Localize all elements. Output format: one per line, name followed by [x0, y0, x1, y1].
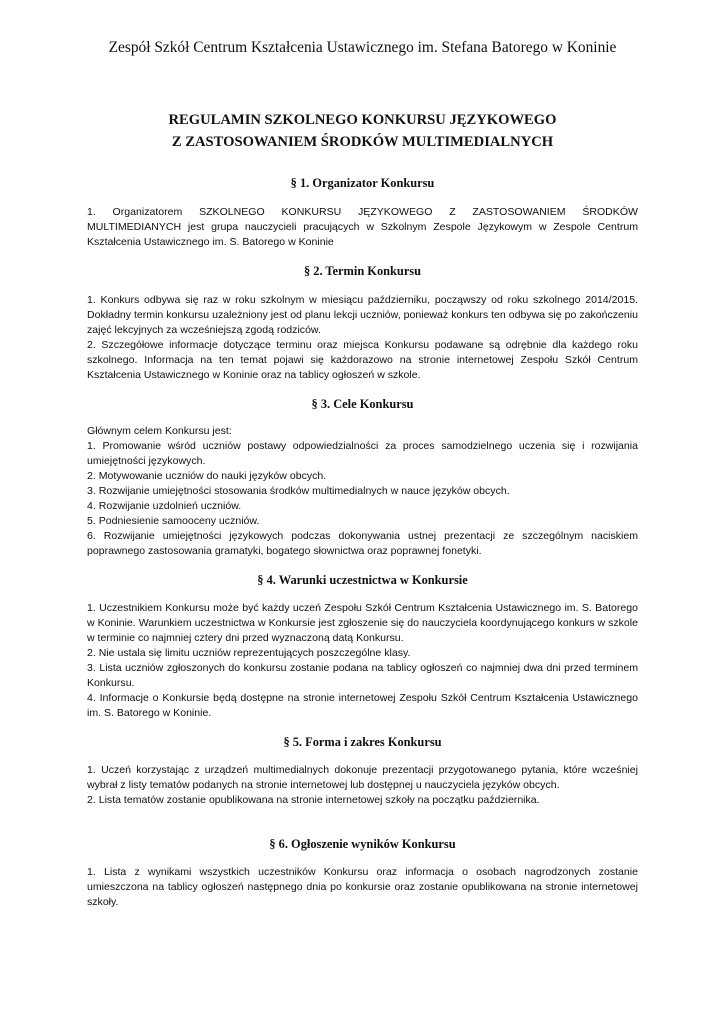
paragraph: 3. Lista uczniów zgłoszonych do konkursu zostanie podana na tablicy ogłoszeń co najmniej dwa dni przed terminem Konkursu. — [87, 662, 638, 689]
document-title-line-1: REGULAMIN SZKOLNEGO KONKURSU JĘZYKOWEGO — [168, 112, 557, 128]
paragraph: 1. Konkurs odbywa się raz w roku szkolnym w miesiącu październiku, począwszy od roku szkolnego 2014/2015. Dokładny termin konkursu uzależniony jest od planu lekcji uczniów, ponieważ konkurs ten odbywa się po zakończeniu zajęć lekcyjnych za wcześniejszą zgodą rodziców. — [87, 294, 638, 336]
paragraph: 2. Szczegółowe informacje dotyczące terminu oraz miejsca Konkursu podawane są odrębnie dla każdego roku szkolnego. Informacja na ten temat pojawi się każdorazowo na stronie internetowej Zespołu Szkół Centrum Kształcenia Ustawicznego w Koninie oraz na tablicy ogłoszeń w szkole. — [87, 339, 638, 381]
paragraph: 4. Rozwijanie uzdolnień uczniów. — [87, 500, 242, 512]
paragraph: 6. Rozwijanie umiejętności językowych podczas dokonywania ustnej prezentacji ze szczególnym naciskiem poprawnego zastosowania gramatyki, bogatego słownictwa oraz poprawnej fonetyki. — [87, 530, 638, 557]
document-title — [0, 109, 725, 153]
section-heading: § 4. Warunki uczestnictwa w Konkursie — [257, 573, 468, 587]
paragraph: 1. Lista z wynikami wszystkich uczestników Konkursu oraz informacja o osobach nagrodzonych zostanie umieszczona na tablicy ogłoszeń następnego dnia po konkursie oraz zostanie opublikowana na stronie internetowej szkoły. — [87, 866, 638, 908]
paragraph: 2. Lista tematów zostanie opublikowana na stronie internetowej szkoły na początku października. — [87, 794, 540, 806]
section-heading: § 6. Ogłoszenie wyników Konkursu — [269, 837, 456, 851]
paragraph: 1. Uczestnikiem Konkursu może być każdy uczeń Zespołu Szkół Centrum Kształcenia Ustawicznego im. S. Batorego w Koninie. Warunkiem uczestnictwa w Konkursie jest zgłoszenie się do nauczyciela koordynującego konkurs w szkole w terminie co najmniej cztery dni przed wyznaczoną datą Konkursu. — [87, 602, 638, 644]
section-body — [87, 865, 638, 910]
section-body — [87, 424, 638, 559]
paragraph: Głównym celem Konkursu jest: — [87, 425, 232, 437]
section-body — [87, 763, 638, 808]
page-header: Zespół Szkół Centrum Kształcenia Ustawicznego im. Stefana Batorego w Koninie — [108, 39, 617, 56]
paragraph: 1. Promowanie wśród uczniów postawy odpowiedzialności za proces samodzielnego uczenia się i rozwijania umiejętności językowych. — [87, 440, 638, 467]
section-heading: § 2. Termin Konkursu — [303, 264, 422, 278]
document-title-line-2: Z ZASTOSOWANIEM ŚRODKÓW MULTIMEDIALNYCH — [171, 134, 554, 150]
paragraph: 2. Nie ustala się limitu uczniów reprezentujących poszczególne klasy. — [87, 647, 411, 659]
paragraph: 4. Informacje o Konkursie będą dostępne na stronie internetowej Zespołu Szkół Centrum Kształcenia Ustawicznego im. S. Batorego w Koninie. — [87, 692, 638, 719]
section-heading: § 3. Cele Konkursu — [311, 397, 414, 411]
paragraph: 5. Podniesienie samooceny uczniów. — [87, 515, 260, 527]
paragraph: 2. Motywowanie uczniów do nauki języków obcych. — [87, 470, 327, 482]
paragraph: 3. Rozwijanie umiejętności stosowania środków multimedialnych w nauce języków obcych. — [87, 485, 510, 497]
section-body — [87, 293, 638, 383]
paragraph: 1. Organizatorem SZKOLNEGO KONKURSU JĘZYKOWEGO Z ZASTOSOWANIEM ŚRODKÓW MULTIMEDIANYCH jest grupa nauczycieli pracujących w Szkolnym Zespole Językowym w Zespole Centrum Kształcenia Ustawicznego im. S. Batorego w Koninie — [87, 206, 638, 248]
section-body — [87, 601, 638, 721]
section-heading: § 1. Organizator Konkursu — [290, 176, 435, 190]
section-heading: § 5. Forma i zakres Konkursu — [283, 735, 442, 749]
paragraph: 1. Uczeń korzystając z urządzeń multimedialnych dokonuje prezentacji przygotowanego pytania, które wcześniej wybrał z listy tematów podanych na stronie internetowej lub dostępnej u nauczyciela języków obcych. — [87, 764, 638, 791]
section-body — [87, 205, 638, 250]
